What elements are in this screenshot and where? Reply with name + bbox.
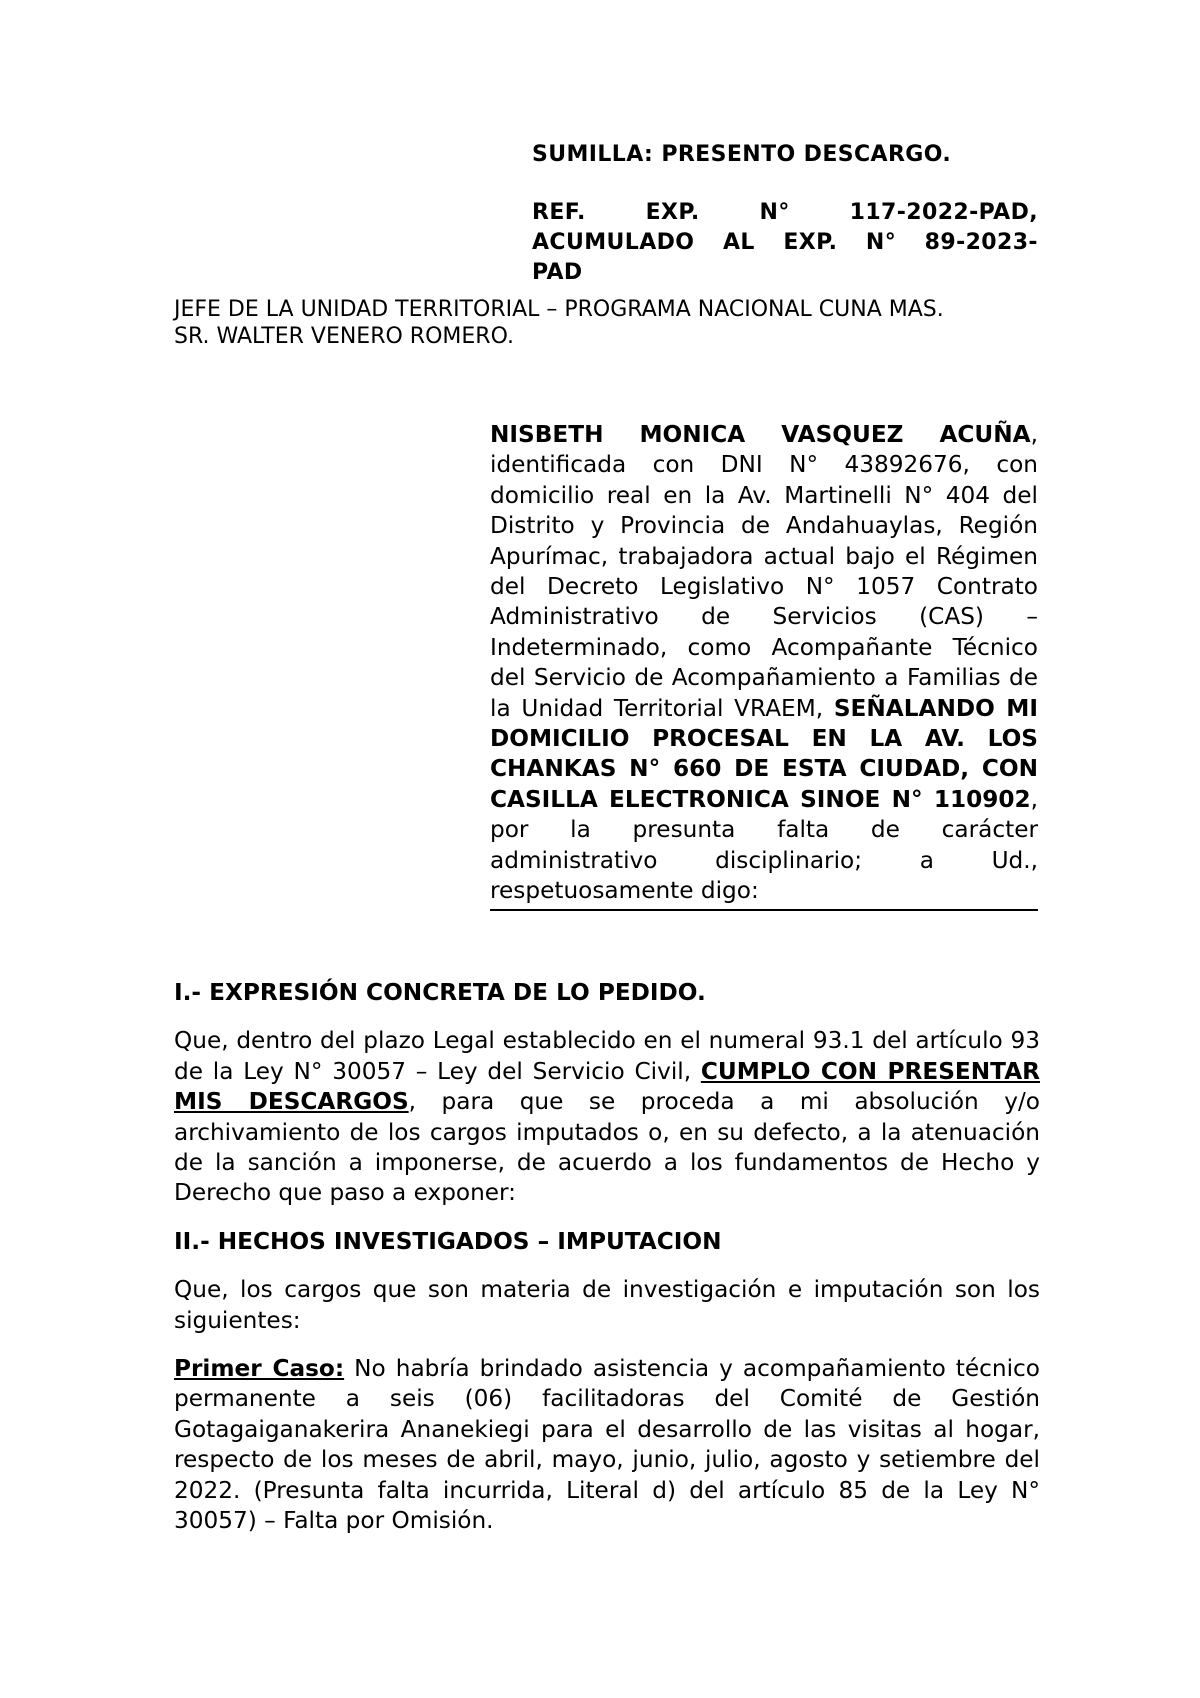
ref-word: 89-2023- (924, 230, 1038, 255)
petitioner-closing: , por la presunta falta de carácter administrativo disciplinario; a Ud., respetuosamente digo: (490, 785, 1038, 905)
addressee-block (174, 296, 1040, 350)
addressee-name: SR. WALTER VENERO ROMERO. (174, 324, 514, 349)
reference-line-2 (532, 228, 1038, 258)
case-1-label: Primer Caso: (174, 1355, 345, 1383)
petitioner-name: NISBETH MONICA VASQUEZ ACUÑA (490, 421, 1031, 448)
petitioner-paragraph (490, 420, 1038, 907)
reference-block (532, 198, 1038, 288)
reference-line-1 (532, 198, 1038, 228)
section-2-intro: Que, los cargos que son materia de investigación e imputación son los siguientes: (174, 1276, 1040, 1334)
ref-word: EXP. (645, 200, 700, 225)
section-1-heading: I.- EXPRESIÓN CONCRETA DE LO PEDIDO. (174, 979, 706, 1006)
ref-word: EXP. (783, 230, 838, 255)
section-2-heading: II.- HECHOS INVESTIGADOS – IMPUTACION (174, 1227, 722, 1255)
sumilla-text: SUMILLA: PRESENTO DESCARGO. (532, 142, 952, 167)
ref-word: N° (759, 200, 790, 225)
ref-word: 117-2022-PAD, (849, 200, 1038, 225)
section-1-text: Que, dentro del plazo Legal establecido en el numeral 93.1 del artículo 93 de la Ley N° 30057 – Ley del Servicio Civil, (174, 1027, 1040, 1085)
section-1-paragraph (174, 1026, 1040, 1208)
case-1-paragraph (174, 1354, 1040, 1536)
ref-word: N° (865, 230, 897, 255)
ref-word: AL (722, 230, 755, 255)
document-body (174, 978, 1040, 1537)
petitioner-block (490, 420, 1038, 911)
petitioner-details: , identificada con DNI N° 43892676, con domicilio real en la Av. Martinelli N° 404 del Distrito y Provincia de Andahuaylas, Región Apurímac, trabajadora actual bajo el Régimen del Decreto Legislativo N° 1057 Contrato Administrativo de Servicios (CAS) – Indeterminado, como Acompañante Técnico del Servicio de Acompañamiento a Familias de la Unidad Territorial VRAEM, (490, 421, 1038, 722)
procedural-address: SEÑALANDO MI DOMICILIO PROCESAL EN LA AV. LOS CHANKAS N° 660 DE ESTA CIUDAD, CON CASILLA ELECTRONICA SINOE N° 110902 (490, 694, 1038, 813)
addressee-title: JEFE DE LA UNIDAD TERRITORIAL – PROGRAMA NACIONAL CUNA MAS. (174, 297, 944, 322)
section-1-emphasis: CUMPLO CON PRESENTAR MIS DESCARGOS (174, 1057, 1040, 1116)
case-1-text: No habría brindado asistencia y acompañamiento técnico permanente a seis (06) facilitadoras del Comité de Gestión Gotagaiganakerira Ananekiegi para el desarrollo de las visitas al hogar, respecto de los meses de abril, mayo, junio, julio, agosto y setiembre del 2022. (Presunta falta incurrida, Literal d) del artículo 85 de la Ley N° 30057) – Falta por Omisión. (174, 1355, 1040, 1535)
ref-word: ACUMULADO (532, 230, 695, 255)
section-1-text-end: , para que se proceda a mi absolución y/o archivamiento de los cargos imputados o, en su defecto, a la atenuación de la sanción a imponerse, de acuerdo a los fundamentos de Hecho y Derecho que paso a exponer: (174, 1088, 1040, 1207)
reference-line-3: PAD (532, 260, 583, 285)
ref-word: REF. (532, 200, 586, 225)
sumilla-block (532, 140, 1038, 288)
